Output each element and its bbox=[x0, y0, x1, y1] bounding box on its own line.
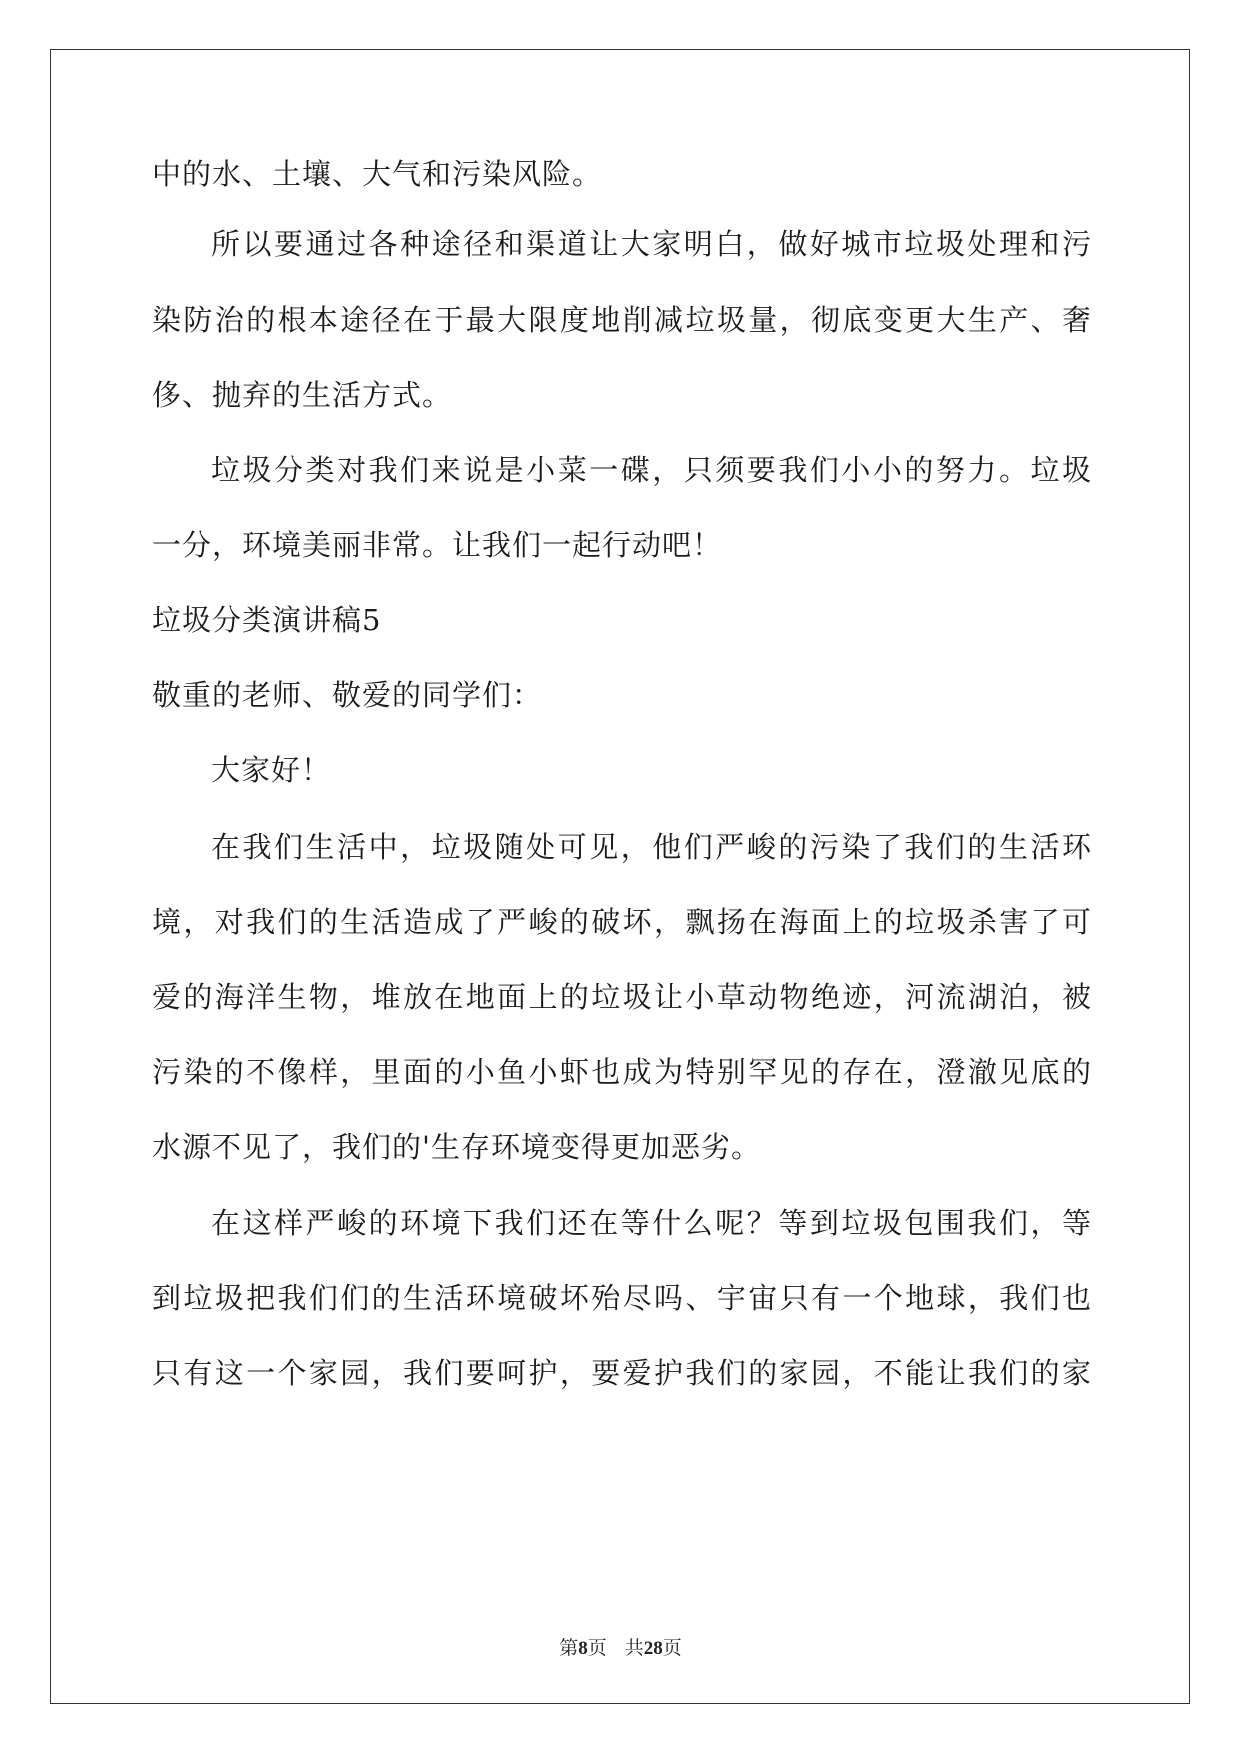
footer-total-suffix: 页 bbox=[662, 1637, 682, 1659]
page-border bbox=[50, 49, 1190, 1704]
salutation: 敬重的老师、敬爱的同学们： bbox=[152, 678, 543, 712]
footer-page-suffix: 页 bbox=[587, 1637, 607, 1659]
text-line-15: 在这样严峻的环境下我们还在等什么呢？等到垃圾包围我们，等 bbox=[211, 1206, 1092, 1240]
footer-page-prefix: 第 bbox=[559, 1637, 579, 1659]
text-line-14: 水源不见了，我们的'生存环境变得更加恶劣。 bbox=[152, 1130, 761, 1164]
text-line-1: 中的水、土壤、大气和污染风险。 bbox=[152, 157, 603, 191]
footer-page-current: 8 bbox=[578, 1638, 588, 1659]
footer-page-total: 28 bbox=[643, 1638, 663, 1659]
text-line-6: 一分，环境美丽非常。让我们一起行动吧！ bbox=[152, 528, 723, 562]
text-line-17: 只有这一个家园，我们要呵护，要爱护我们的家园，不能让我们的家 bbox=[152, 1356, 1092, 1390]
text-line-12: 爱的海洋生物，堆放在地面上的垃圾让小草动物绝迹，河流湖泊，被 bbox=[152, 980, 1092, 1014]
footer-total-prefix: 共 bbox=[624, 1637, 644, 1659]
section-heading: 垃圾分类演讲稿5 bbox=[152, 603, 382, 637]
text-line-3: 染防治的根本途径在于最大限度地削减垃圾量，彻底变更大生产、奢 bbox=[152, 303, 1092, 337]
greeting: 大家好！ bbox=[211, 753, 332, 787]
text-line-4: 侈、抛弃的生活方式。 bbox=[152, 378, 453, 412]
text-line-16: 到垃圾把我们们的生活环境破坏殆尽吗、宇宙只有一个地球，我们也 bbox=[152, 1281, 1092, 1315]
text-line-13: 污染的不像样，里面的小鱼小虾也成为特别罕见的存在，澄澈见底的 bbox=[152, 1055, 1092, 1089]
text-line-5: 垃圾分类对我们来说是小菜一碟，只须要我们小小的努力。垃圾 bbox=[211, 453, 1092, 487]
text-line-11: 境，对我们的生活造成了严峻的破坏，飘扬在海面上的垃圾杀害了可 bbox=[152, 905, 1092, 939]
text-line-2: 所以要通过各种途径和渠道让大家明白，做好城市垃圾处理和污 bbox=[211, 227, 1092, 261]
text-line-10: 在我们生活中，垃圾随处可见，他们严峻的污染了我们的生活环 bbox=[211, 830, 1092, 864]
page-footer bbox=[0, 1636, 1241, 1661]
